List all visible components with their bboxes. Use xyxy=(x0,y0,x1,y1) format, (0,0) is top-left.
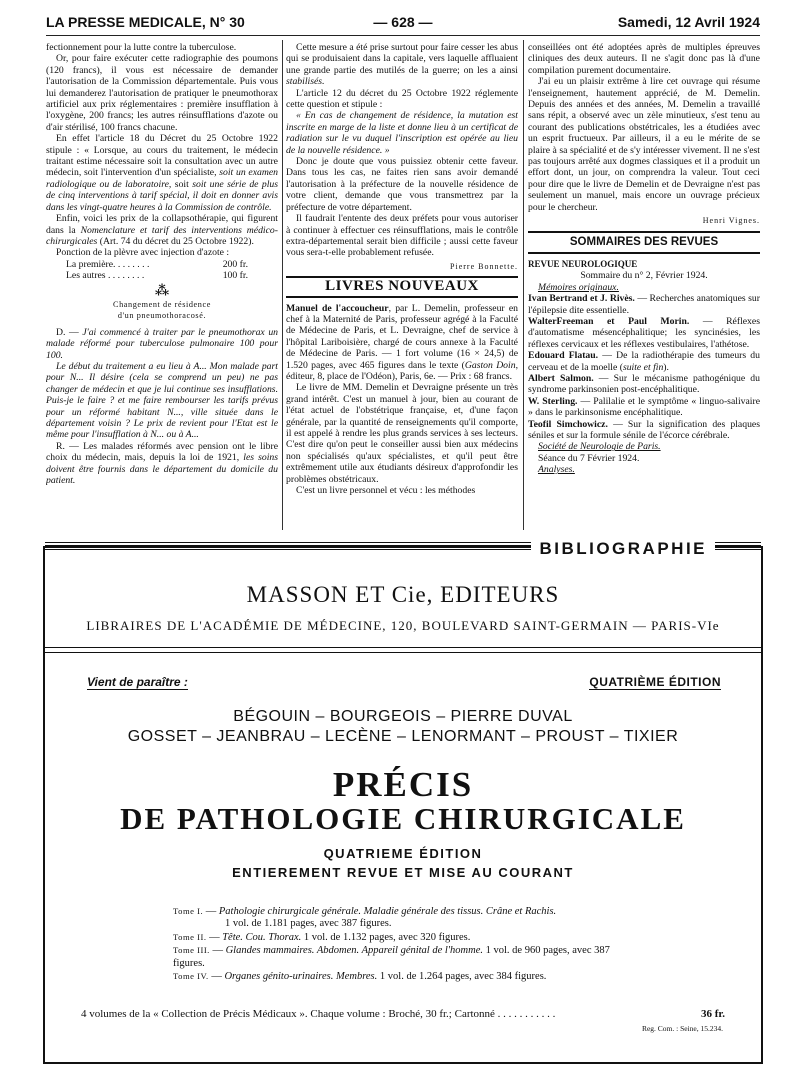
banner-title: BIBLIOGRAPHIE xyxy=(531,539,715,559)
article-entry: Teofil Simchowicz. — Sur la signification des plaques séniles et sur la formule sénile de l'écorce cérébrale. xyxy=(528,418,760,441)
paragraph: J'ai eu un plaisir extrême à lire cet ouvrage qui résume l'enseignement, hautement apprécié, de M. Demelin. Depuis des années et des années, M. Demelin a travaillé sans répit, a observé avec un zèle minutieux, s'est tenu au courant des publications obstétricales, les a étudiées avec un esprit fructueux. Par ailleurs, il a eu le mérite de se plaire à sa spécialité et de s'y intéresser vivement. Il ne s'est pas toujours arrêté aux dogmes classiques et il a produit un effort dont, un jour, on comprendra la valeur. Tout ceci pour dire que le livre de Demelin et de Devraigne n'est pas seulement un manuel, mais encore un ouvrage précieux pour le chercheur. xyxy=(528,76,760,213)
column-2 xyxy=(286,42,518,528)
edition-line: QUATRIEME ÉDITION xyxy=(323,846,483,861)
tome-entry: Tome II. — Tête. Cou. Thorax. 1 vol. de 1.132 pages, avec 320 figures. xyxy=(173,931,471,943)
signature: Pierre Bonnette. xyxy=(450,261,518,271)
tomes-list xyxy=(173,905,643,983)
article-entry: Ivan Bertrand et J. Rivès. — Recherches anatomiques sur l'épilepsie dite essentielle. xyxy=(528,293,760,316)
collection-line: 4 volumes de la « Collection de Précis Médicaux ». Chaque volume : Broché, 30 fr.; Cartonné . . . . . . . . . . . 36 fr. xyxy=(81,1008,725,1020)
sommaire-line: Sommaire du n° 2, Février 1924. xyxy=(580,270,708,282)
divider xyxy=(45,647,761,653)
tome-entry: Tome IV. — Organes génito-urinaires. Membres. 1 vol. de 1.264 pages, avec 384 figures. xyxy=(173,971,547,983)
column-3 xyxy=(528,42,760,528)
article-entry: Edouard Flatau. — De la radiothérapie des tumeurs du cerveau et de la moelle (suite et fin). xyxy=(528,350,760,373)
paragraph: Cette mesure a été prise surtout pour faire cesser les abus qui se produisaient dans la capitale, vers laquelle affluaient une grande partie des mutilés de la guerre; on les a ainsi stabilisés. xyxy=(286,42,518,88)
issue-date: Samedi, 12 Avril 1924 xyxy=(617,14,760,30)
quote: « En cas de changement de résidence, la mutation est inscrite en marge de la liste et donne lieu à un certificat de radiation sur le vu duquel l'inscription est opérée au lieu de la nouvelle résidence. » xyxy=(286,110,518,156)
paragraph: fectionnement pour la lutte contre la tuberculose. xyxy=(46,42,237,53)
column-divider xyxy=(282,40,283,530)
paragraph: Enfin, voici les prix de la collapsothérapie, qui figurent dans la Nomenclature et tarif des interventions médico-chirurgicales (Art. 74 du décret du 25 Octobre 1922). xyxy=(46,213,278,247)
paragraph: C'est un livre personnel et vécu : les méthodes xyxy=(296,485,476,497)
section-title-livres: LIVRES NOUVEAUX xyxy=(286,276,518,297)
column-1 xyxy=(46,42,278,528)
article-entry: Albert Salmon. — Sur le mécanisme pathogénique du syndrome parkinsonien post-encéphalitique. xyxy=(528,372,760,396)
running-header xyxy=(46,14,760,36)
paragraph: conseillées ont été adoptées après de multiples épreuves cliniques des deux auteurs. Il ne s'agit donc pas là d'une compilation purement documentaire. xyxy=(528,42,760,76)
authors-line: GOSSET – JEANBRAU – LECÈNE – LENORMANT – PROUST – TIXIER xyxy=(127,728,679,745)
paragraph: En effet l'article 18 du Décret du 25 Octobre 1922 stipule : « Lorsque, au cours du traitement, le médecin traitant estime nécessaire soit la consultation avec un autre médecin, soit l'intervention d'un spécialiste, soit un examen radiologique ou de laboratoire, soit soit une série de plus de cinq interventions à tarif spécial, il doit en donner avis dans les vingt-quatre heures à la Commission de contrôle. xyxy=(46,133,278,213)
page-number: — 628 — xyxy=(373,14,433,30)
edition-line: ENTIEREMENT REVUE ET MISE AU COURANT xyxy=(232,865,574,880)
column-divider xyxy=(523,40,524,530)
paragraph: Le livre de MM. Demelin et Devraigne présente un très grand intérêt. C'est un manuel à jour, bien au courant de l'état actuel de l'obstétrique française, et, d'une façon générale, par la quantité de renseignements qu'il comporte, il est appelé à rendre les plus grands services à ses lecteurs. C'est dire qu'on peut le conseiller aussi bien aux médecins non spécialisés qu'aux spécialistes, et qu'il peut être extrêmement utile aux étudiants désireux d'approfondir les problèmes obstétricaux. xyxy=(286,382,518,485)
book-title: DE PATHOLOGIE CHIRURGICALE xyxy=(120,801,686,836)
subheading: Analyses. xyxy=(538,464,575,476)
paragraph: Or, pour faire exécuter cette radiographie des poumons (120 francs), il vous est nécessaire de demander l'autorisation de la Commission départementale. Puis vous lui demanderez l'autorisation de pratiquer le pneumothorax artificiel aux prix réglementaires : première insufflation à l'oxygène, 200 francs; les autres réinsufflations d'azote ou d'air stérilisé, 100 francs chacune. xyxy=(46,53,278,133)
answer: R. — Les malades réformés avec pension ont le libre choix du médecin, mais, depuis la loi de 1921, les soins doivent être fournis dans le département du domicile du patient. xyxy=(46,440,278,487)
paragraph: Donc je doute que vous puissiez obtenir cette faveur. Dans tous les cas, ne faites rien sans avoir demandé l'autorisation à la préfecture de la nouvelle résidence de votre client, demande que vous transmettrez par la préfecture de votre département. xyxy=(286,156,518,213)
subheading: Société de Neurologie de Paris. xyxy=(538,441,661,453)
banner xyxy=(45,540,761,556)
section-heading: Changement de résidence xyxy=(113,299,211,309)
section-heading: d'un pneumothoracosé. xyxy=(117,311,207,321)
tome-entry: Tome I. — Pathologie chirurgicale générale. Maladie générale des tissus. Crâne et Rachis. 1 vol. de 1.181 pages, avec 387 figures. xyxy=(173,906,557,930)
price-row: La première. . . . . . . . 200 fr. xyxy=(66,258,248,270)
tome-entry: Tome III. — Glandes mammaires. Abdomen. Appareil génital de l'homme. 1 vol. de 960 pages, avec 387 figures. xyxy=(173,945,610,969)
vient-de-paraitre: Vient de paraître : xyxy=(87,675,188,689)
question: Le début du traitement a eu lieu à A... Mon malade part pour N... Il désire (cela se comprend un peu) ne pas changer de médecin et que je lui continue ses insufflations. Puis-je le faire ? et me faire rembourser les tarifs prévus pour un réformé habitant N..., ville située dans le département voisin ? Le prix de revient pour l'Etat est le même pour l'insufflation à N... ou à A... xyxy=(46,360,278,441)
paragraph: Il faudrait l'entente des deux préfets pour vous autoriser à continuer à effectuer ces réinsufflations, mais le contrôle extra-départemental serait bien difficile ; aussi cette faveur vous sera-t-elle probablement refusée. xyxy=(286,213,518,259)
edition-badge: QUATRIÈME ÉDITION xyxy=(589,675,721,689)
authors-line: BÉGOUIN – BOURGEOIS – PIERRE DUVAL xyxy=(233,708,573,725)
section-title-sommaires: SOMMAIRES DES REVUES xyxy=(528,231,760,254)
seance-line: Séance du 7 Février 1924. xyxy=(538,452,640,464)
registration: Reg. Com. : Seine, 15.234. xyxy=(641,1024,723,1033)
journal-title: LA PRESSE MEDICALE, N° 30 xyxy=(46,14,245,30)
signature: Henri Vignes. xyxy=(702,216,760,226)
publisher-name: MASSON ET Cie, EDITEURS xyxy=(246,582,560,607)
bibliographie-advertisement xyxy=(43,539,763,1064)
article-entry: WalterFreeman et Paul Morin. — Réflexes d'automatisme mésencéphalitique; les syncinésies, les réflexes cervicaux et les réflexes vestibulaires, l'athétose. xyxy=(528,315,760,350)
question: D. — J'ai commencé à traiter par le pneumothorax un malade réformé pour tuberculose pulmonaire 100 pour 100. xyxy=(46,326,278,361)
article-entry: W. Sterling. — Palilalie et le symptôme « linguo-salivaire » dans le parkinsonisme encéphalitique. xyxy=(528,395,760,419)
book-entry: Manuel de l'accoucheur, par L. Demelin, professeur en chef à la Maternité de Paris, professeur agrégé à la Faculté de Médecine de Paris, et L. Devraigne, chef de service à l'hôpital Lariboisière, chargé de cours annexe à la Faculté de Médecine de Paris. — 1 fort volume (16 × 24,5) de 1.520 pages, avec 465 figures dans le texte (Gaston Doin, éditeur, 8, place de l'Odéon), Paris, 6e. — Prix : 68 francs. xyxy=(286,302,518,382)
price-row: Les autres . . . . . . . . 100 fr. xyxy=(66,270,248,282)
section-stars: ⁂ xyxy=(154,283,170,299)
paragraph: L'article 12 du décret du 25 Octobre 1922 réglemente cette question et stipule : xyxy=(286,87,518,111)
revue-title: REVUE NEUROLOGIQUE xyxy=(528,258,638,269)
paragraph: Ponction de la plèvre avec injection d'azote : xyxy=(56,247,230,259)
publisher-address: LIBRAIRES DE L'ACADÉMIE DE MÉDECINE, 120, BOULEVARD SAINT-GERMAIN — PARIS-VIe xyxy=(86,618,720,633)
subheading: Mémoires originaux. xyxy=(538,281,619,293)
book-title: PRÉCIS xyxy=(332,765,474,804)
